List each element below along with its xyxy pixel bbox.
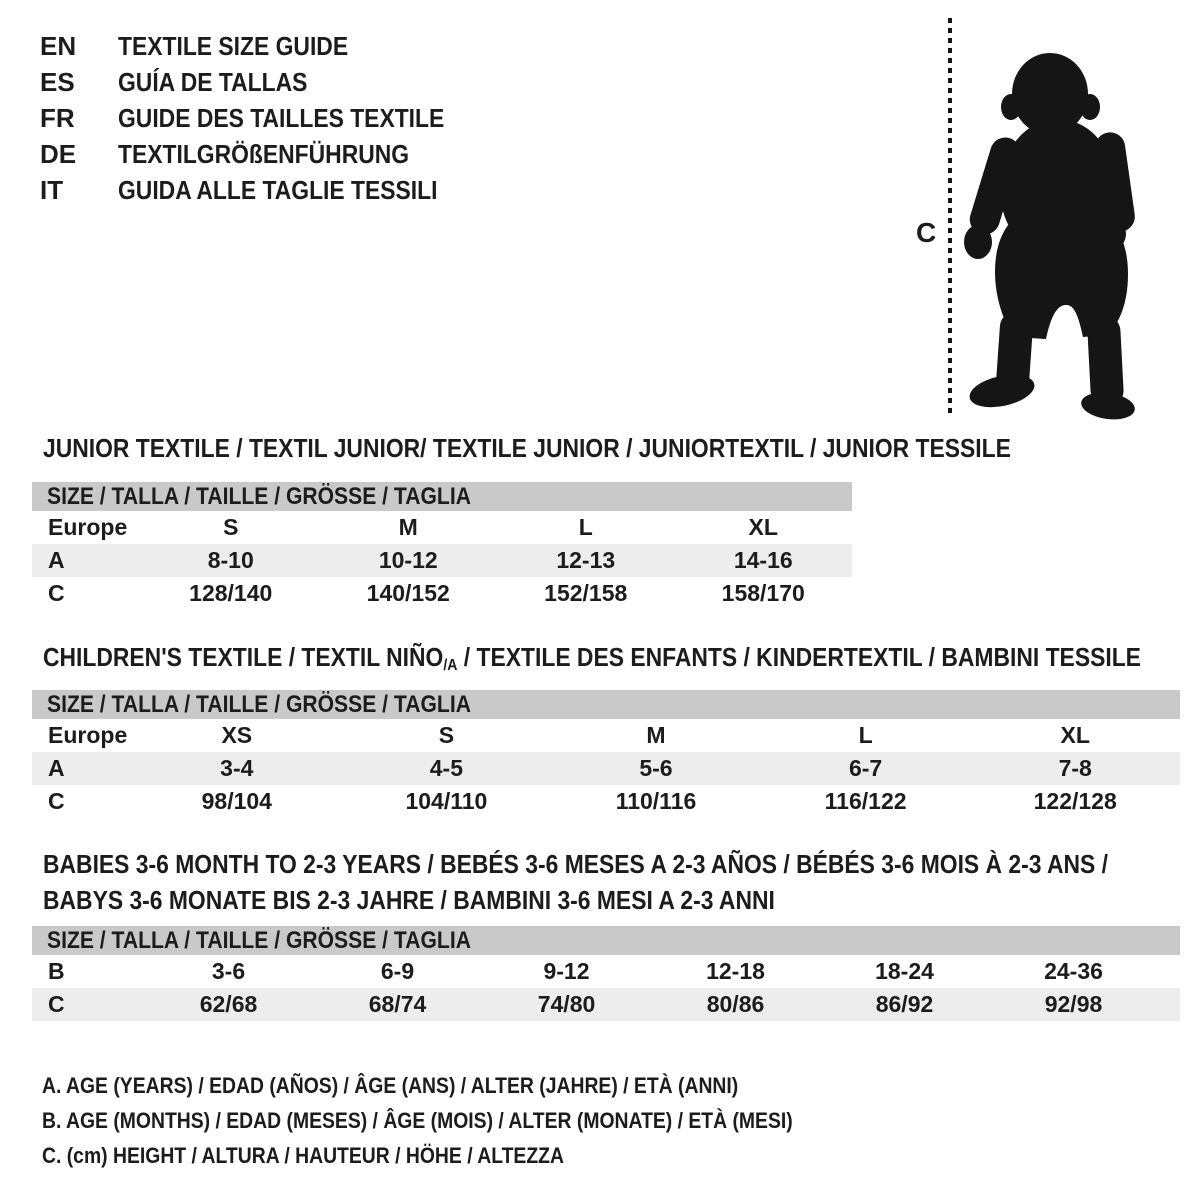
legend-line-b-text: B. AGE (MONTHS) / EDAD (MESES) / ÂGE (MOIS) / ALTER (MONATE) / ETÀ (MESI) — [42, 1107, 793, 1133]
row-label: C — [48, 580, 65, 606]
size-cell: L — [858, 722, 873, 748]
height-dimension-line — [948, 18, 952, 418]
months-cell: 18-24 — [875, 958, 934, 984]
junior-row-height — [32, 577, 852, 610]
age-cell: 10-12 — [378, 547, 438, 573]
children-size-table — [32, 690, 1180, 818]
row-label: A — [48, 755, 65, 781]
babies-size-header-band — [32, 926, 1180, 955]
size-header-label: SIZE / TALLA / TAILLE / GRÖSSE / TAGLIA — [47, 690, 471, 718]
height-cell: 74/80 — [537, 991, 596, 1017]
language-code: FR — [40, 102, 75, 133]
language-title-list — [40, 28, 489, 208]
row-label: B — [48, 958, 65, 984]
height-cell: 92/98 — [1044, 991, 1103, 1017]
legend-line-c — [42, 1138, 895, 1173]
language-title: TEXTILE SIZE GUIDE — [118, 30, 349, 61]
size-cell: M — [646, 722, 666, 748]
language-row — [40, 28, 489, 64]
children-row-height — [32, 785, 1180, 818]
junior-section-title — [43, 434, 1143, 462]
height-cell: 98/104 — [201, 788, 272, 814]
height-cell: 104/110 — [405, 788, 488, 814]
size-cell: M — [398, 514, 418, 540]
size-header-label: SIZE / TALLA / TAILLE / GRÖSSE / TAGLIA — [47, 926, 471, 954]
babies-size-table — [32, 926, 1180, 1021]
babies-section-title-line2: BABYS 3-6 MONATE BIS 2-3 JAHRE / BAMBINI 3-6 MESI A 2-3 ANNI — [43, 885, 775, 915]
babies-row-height — [32, 988, 1180, 1021]
age-cell: 5-6 — [639, 755, 673, 781]
height-cell: 116/122 — [824, 788, 907, 814]
baby-silhouette-icon — [962, 44, 1172, 424]
size-cell: XS — [221, 722, 253, 748]
language-title: GUÍA DE TALLAS — [118, 66, 308, 97]
language-row — [40, 100, 489, 136]
babies-section-title — [43, 846, 1200, 918]
months-cell: 12-18 — [706, 958, 765, 984]
baby-ear-left — [1001, 94, 1021, 120]
junior-section-title-text: JUNIOR TEXTILE / TEXTIL JUNIOR/ TEXTILE JUNIOR / JUNIORTEXTIL / JUNIOR TESSILE — [43, 433, 1011, 463]
months-cell: 24-36 — [1044, 958, 1103, 984]
size-cell: S — [223, 514, 239, 540]
height-cell: 128/140 — [189, 580, 273, 606]
language-code: DE — [40, 138, 77, 169]
children-row-age — [32, 752, 1180, 785]
babies-row-months — [32, 955, 1180, 988]
row-label: A — [48, 547, 65, 573]
junior-row-europe — [32, 511, 852, 544]
language-title: GUIDA ALLE TAGLIE TESSILI — [118, 174, 438, 205]
junior-row-age — [32, 544, 852, 577]
language-code: IT — [40, 174, 64, 205]
size-cell: XL — [1060, 722, 1090, 748]
height-dimension-label: C — [916, 217, 937, 248]
children-title-before: CHILDREN'S TEXTILE / TEXTIL NIÑO — [43, 642, 444, 672]
measurement-legend — [42, 1068, 895, 1173]
row-label: Europe — [48, 722, 128, 748]
age-cell: 7-8 — [1058, 755, 1092, 781]
age-cell: 8-10 — [207, 547, 254, 573]
legend-line-a — [42, 1068, 895, 1103]
baby-ear-right — [1080, 94, 1100, 120]
baby-foot-right — [1079, 389, 1136, 422]
height-cell: 140/152 — [366, 580, 450, 606]
children-size-header-band — [32, 690, 1180, 719]
language-row — [40, 64, 489, 100]
row-label: C — [48, 788, 65, 814]
children-title-subscript: /A — [443, 657, 458, 674]
height-cell: 68/74 — [368, 991, 427, 1017]
size-cell: S — [438, 722, 455, 748]
row-label: Europe — [48, 514, 128, 540]
age-cell: 6-7 — [848, 755, 883, 781]
height-cell: 158/170 — [721, 580, 805, 606]
baby-hand-left — [964, 225, 992, 259]
row-label: C — [48, 991, 65, 1017]
legend-line-b — [42, 1103, 895, 1138]
size-header-label: SIZE / TALLA / TAILLE / GRÖSSE / TAGLIA — [47, 482, 471, 510]
height-cell: 122/128 — [1033, 788, 1117, 814]
months-cell: 6-9 — [380, 958, 415, 984]
age-cell: 3-4 — [220, 755, 254, 781]
legend-line-c-text: C. (cm) HEIGHT / ALTURA / HAUTEUR / HÖHE / ALTEZZA — [42, 1142, 564, 1168]
age-cell: 4-5 — [429, 755, 464, 781]
children-row-europe — [32, 719, 1180, 752]
age-cell: 14-16 — [733, 547, 793, 573]
children-section-title — [43, 643, 1200, 680]
junior-size-header-band — [32, 482, 852, 511]
age-cell: 12-13 — [556, 547, 616, 573]
children-title-after: / TEXTILE DES ENFANTS / KINDERTEXTIL / BAMBINI TESSILE — [457, 642, 1141, 672]
language-code: EN — [40, 30, 77, 61]
language-title: GUIDE DES TAILLES TEXTILE — [118, 102, 445, 133]
children-section-title-text — [43, 643, 1141, 680]
height-cell: 110/116 — [615, 788, 697, 814]
babies-section-title-line1: BABIES 3-6 MONTH TO 2-3 YEARS / BEBÉS 3-6 MESES A 2-3 AÑOS / BÉBÉS 3-6 MOIS À 2-3 ANS / — [43, 849, 1109, 879]
height-cell: 86/92 — [875, 991, 934, 1017]
months-cell: 3-6 — [211, 958, 246, 984]
size-cell: XL — [748, 514, 778, 540]
legend-line-a-text: A. AGE (YEARS) / EDAD (AÑOS) / ÂGE (ANS) / ALTER (JAHRE) / ETÀ (ANNI) — [42, 1072, 739, 1098]
months-cell: 9-12 — [543, 958, 590, 984]
height-cell: 152/158 — [544, 580, 628, 606]
junior-size-table — [32, 482, 852, 610]
language-row — [40, 172, 489, 208]
height-cell: 80/86 — [706, 991, 765, 1017]
size-cell: L — [578, 514, 593, 540]
height-cell: 62/68 — [199, 991, 258, 1017]
language-code: ES — [40, 66, 75, 97]
language-row — [40, 136, 489, 172]
language-title: TEXTILGRÖßENFÜHRUNG — [118, 138, 410, 169]
